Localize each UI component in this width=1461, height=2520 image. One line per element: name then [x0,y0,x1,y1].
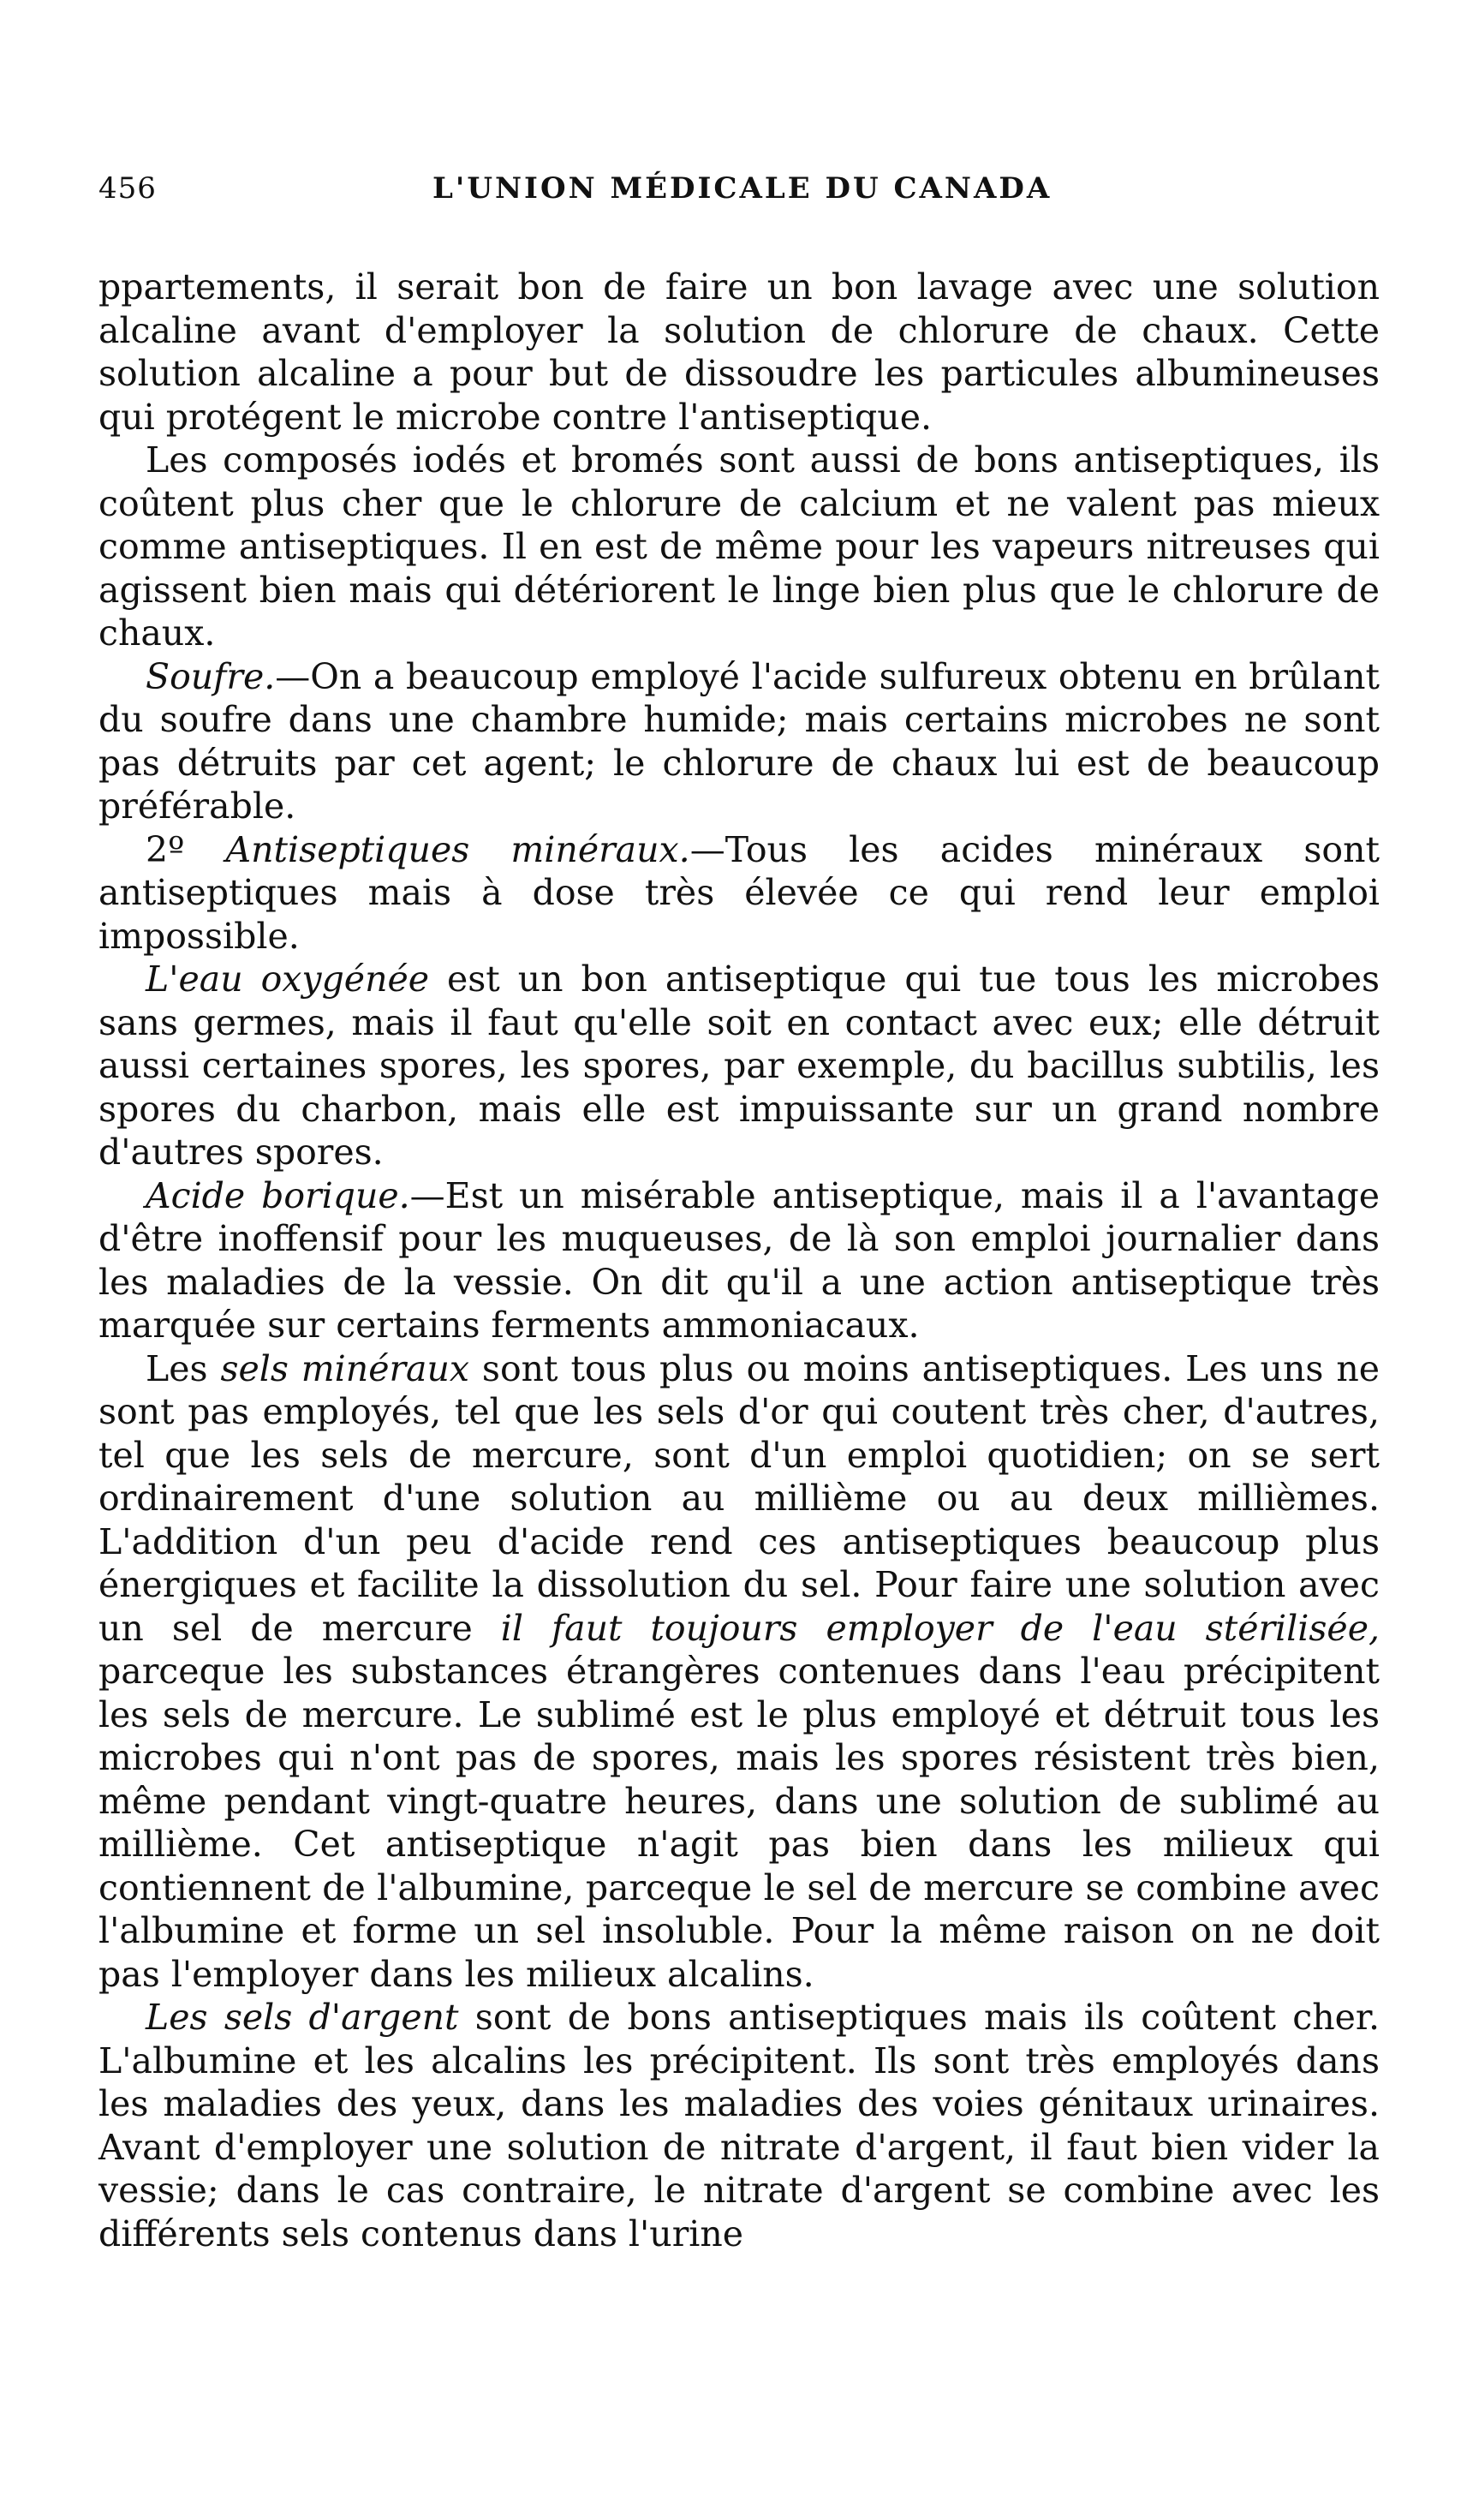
paragraph-text: est un bon antiseptique qui tue tous les microbes sans germes, mais il faut qu'elle soit en contact avec eux; elle détruit aussi certaines spores, les spores, par exemple, du bacillus subtilis, les spores du charbon, mais elle est impuissante sur un grand nombre d'autres spores. [98,958,1380,1173]
body-text [98,266,1380,2255]
paragraph-text: sont tous plus ou moins antiseptiques. Les uns ne sont pas employés, tel que les sels d'or qui coutent très cher, d'autres, tel que les sels de mercure, sont d'un emploi quotidien; on se sert ordinairement d'une solution au millième ou au deux millièmes. L'addition d'un peu d'acide rend ces antiseptiques beaucoup plus énergiques et facilite la dissolution du sel. Pour faire une solution avec un sel de mercure [98,1347,1380,1649]
paragraph [98,828,1380,958]
page-header [98,171,1380,223]
paragraph [98,266,1380,439]
paragraph-lead: Soufre. [146,655,276,697]
paragraph-lead: sels minéraux [220,1347,470,1389]
paragraph [98,958,1380,1174]
paragraph-prefix: 2º [146,828,226,870]
paragraph-text: Les composés iodés et bromés sont aussi de bons antiseptiques, ils coûtent plus cher que le chlorure de calcium et ne valent pas mieux comme antiseptiques. Il en est de même pour les vapeurs nitreuses qui agissent bien mais qui détériorent le linge bien plus que le chlorure de chaux. [98,439,1380,654]
paragraph-lead: Les sels d'argent [146,1997,459,2038]
paragraph-prefix: Les [146,1347,221,1389]
paragraph-lead: L'eau oxygénée [146,958,430,1000]
running-title: L'UNION MÉDICALE DU CANADA [432,171,1053,206]
paragraph-lead: Acide borique. [146,1174,410,1216]
paragraph-text: —On a beaucoup employé l'acide sulfureux obtenu en brûlant du soufre dans une chambre humide; mais certains microbes ne sont pas détruits par cet agent; le chlorure de chaux lui est de beaucoup préférable. [98,655,1380,827]
paragraph-text-continued: parceque les substances étrangères contenues dans l'eau précipitent les sels de mercure. Le sublimé est le plus employé et détruit tous les microbes qui n'ont pas de spores, mais les spores résistent très bien, même pendant vingt-quatre heures, dans une solution de sublimé au millième. Cet antiseptique n'agit pas bien dans les milieux qui contiennent de l'albumine, parceque le sel de mercure se combine avec l'albumine et forme un sel insoluble. Pour la même raison on ne doit pas l'employer dans les milieux alcalins. [98,1651,1380,1995]
paragraph [98,439,1380,655]
paragraph-text: —Est un misérable antiseptique, mais il a l'avantage d'être inoffensif pour les muqueuses, de là son emploi journalier dans les maladies de la vessie. On dit qu'il a une action antiseptique très marquée sur certains ferments ammoniacaux. [98,1174,1380,1346]
paragraph-text: —Tous les acides minéraux sont antiseptiques mais à dose très élevée ce qui rend leur emploi impossible. [98,828,1380,957]
paragraph-text: ppartements, il serait bon de faire un bon lavage avec une solution alcaline avant d'employer la solution de chlorure de chaux. Cette solution alcaline a pour but de dissoudre les particules albumineuses qui protégent le microbe contre l'antiseptique. [98,266,1380,438]
paragraph [98,1174,1380,1347]
paragraph-text: sont de bons antiseptiques mais ils coûtent cher. L'albumine et les alcalins les précipitent. Ils sont très employés dans les maladies des yeux, dans les maladies des voies génitaux urinaires. Avant d'employer une solution de nitrate d'argent, il faut bien vider la vessie; dans le cas contraire, le nitrate d'argent se combine avec les différents sels contenus dans l'urine [98,1997,1380,2254]
paragraph [98,1996,1380,2255]
page-number: 456 [98,171,157,206]
paragraph [98,655,1380,828]
paragraph-lead: Antiseptiques minéraux. [225,828,690,870]
paragraph-emphasis: il faut toujours employer de l'eau stérilisée, [500,1607,1380,1649]
paragraph [98,1347,1380,1997]
